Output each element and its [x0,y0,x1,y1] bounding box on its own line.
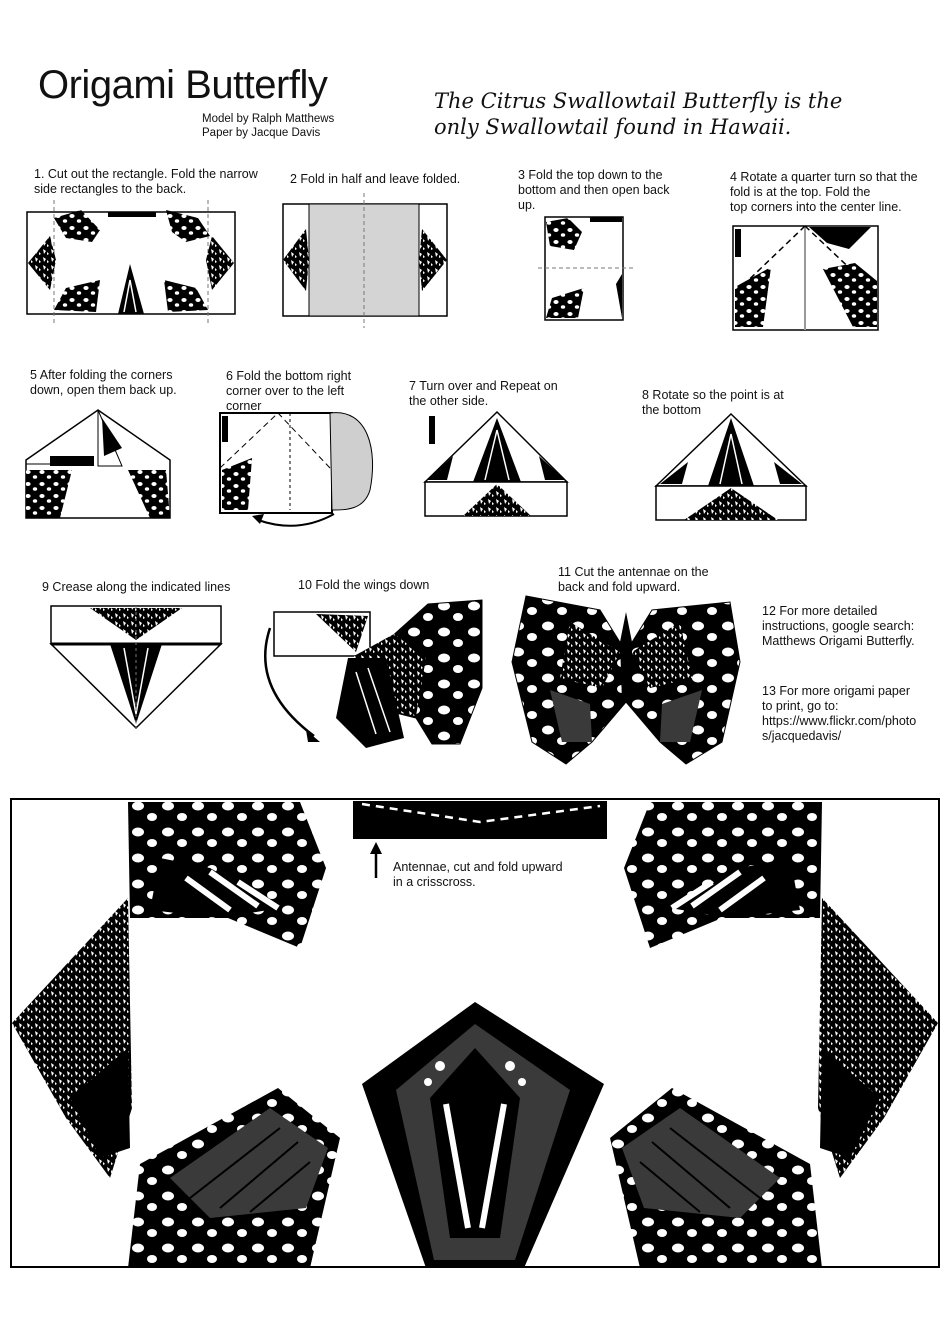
flickr-link-line: s/jacquedavis/ [762,729,842,743]
step-12-note [762,604,915,649]
step-3-diagram [538,214,634,322]
step-3-caption [518,168,670,213]
model-credit: Model by Ralph Matthews [202,113,335,125]
step-11-line: 11 Cut the antennae on the [558,565,709,579]
flickr-link-line: https://www.flickr.com/photo [762,714,917,728]
step-9-caption [42,580,230,595]
step-4-line: fold is at the top. Fold the [730,185,871,199]
antennae-note-line: in a crisscross. [393,875,476,889]
step-2-diagram [282,203,448,318]
page-title: Origami Butterfly [38,63,328,107]
step-6-line: corner [226,399,262,413]
step-3-line: 3 Fold the top down to the [518,168,663,182]
curved-arrow-icon [258,514,334,526]
step-1-line: 1. Cut out the rectangle. Fold the narrow [34,167,258,181]
step-2-line: 2 Fold in half and leave folded. [290,172,461,186]
step-10-line: 10 Fold the wings down [298,578,430,592]
step-11-line: back and fold upward. [558,580,681,594]
step-5-diagram [24,408,172,520]
step-6-diagram [218,410,380,534]
subtitle-line-2: only Swallowtail found in Hawaii. [434,115,792,139]
step-4-line: top corners into the center line. [730,200,902,214]
step-5-line: 5 After folding the corners [30,368,173,382]
subtitle [434,88,934,140]
step-3-line: up. [518,198,536,212]
step-9-line: 9 Crease along the indicated lines [42,580,231,594]
step-8-line: 8 Rotate so the point is at [642,388,784,402]
step-1-line: side rectangles to the back. [34,182,187,196]
step-6-line: corner over to the left [226,384,345,398]
step-12-line: instructions, google search: [762,619,915,633]
step-6-caption [226,369,351,414]
step-13-note [762,684,916,744]
paper-credit: Paper by Jacque Davis [202,127,321,139]
step-8-diagram [654,412,808,522]
step-1-diagram [26,200,238,325]
step-7-line: the other side. [409,394,489,408]
step-4-caption [730,170,918,215]
antennae-strip [353,801,607,839]
step-12-line: 12 For more detailed [762,604,878,618]
step-9-diagram [50,604,226,732]
step-4-diagram [731,223,881,333]
step-2-caption [290,172,460,187]
step-10-diagram [256,598,486,748]
step-10-caption [298,578,429,593]
step-11-diagram [510,592,742,768]
step-3-line: bottom and then open back [518,183,670,197]
step-7-caption [409,379,558,409]
step-7-diagram [423,410,569,518]
step-13-line: to print, go to: [762,699,839,713]
step-1-caption [34,167,258,197]
step-5-line: down, open them back up. [30,383,177,397]
step-11-caption [558,565,709,595]
antennae-note-line: Antennae, cut and fold upward [393,860,563,874]
step-8-line: the bottom [642,403,702,417]
step-7-line: 7 Turn over and Repeat on [409,379,558,393]
flickr-link[interactable] [762,714,916,744]
step-12-line: Matthews Origami Butterfly. [762,634,915,648]
antennae-note [393,860,563,890]
step-6-line: 6 Fold the bottom right [226,369,352,383]
subtitle-line-1: The Citrus Swallowtail Butterfly is the [434,89,843,113]
step-13-line: 13 For more origami paper [762,684,910,698]
step-4-line: 4 Rotate a quarter turn so that the [730,170,918,184]
step-5-caption [30,368,177,398]
